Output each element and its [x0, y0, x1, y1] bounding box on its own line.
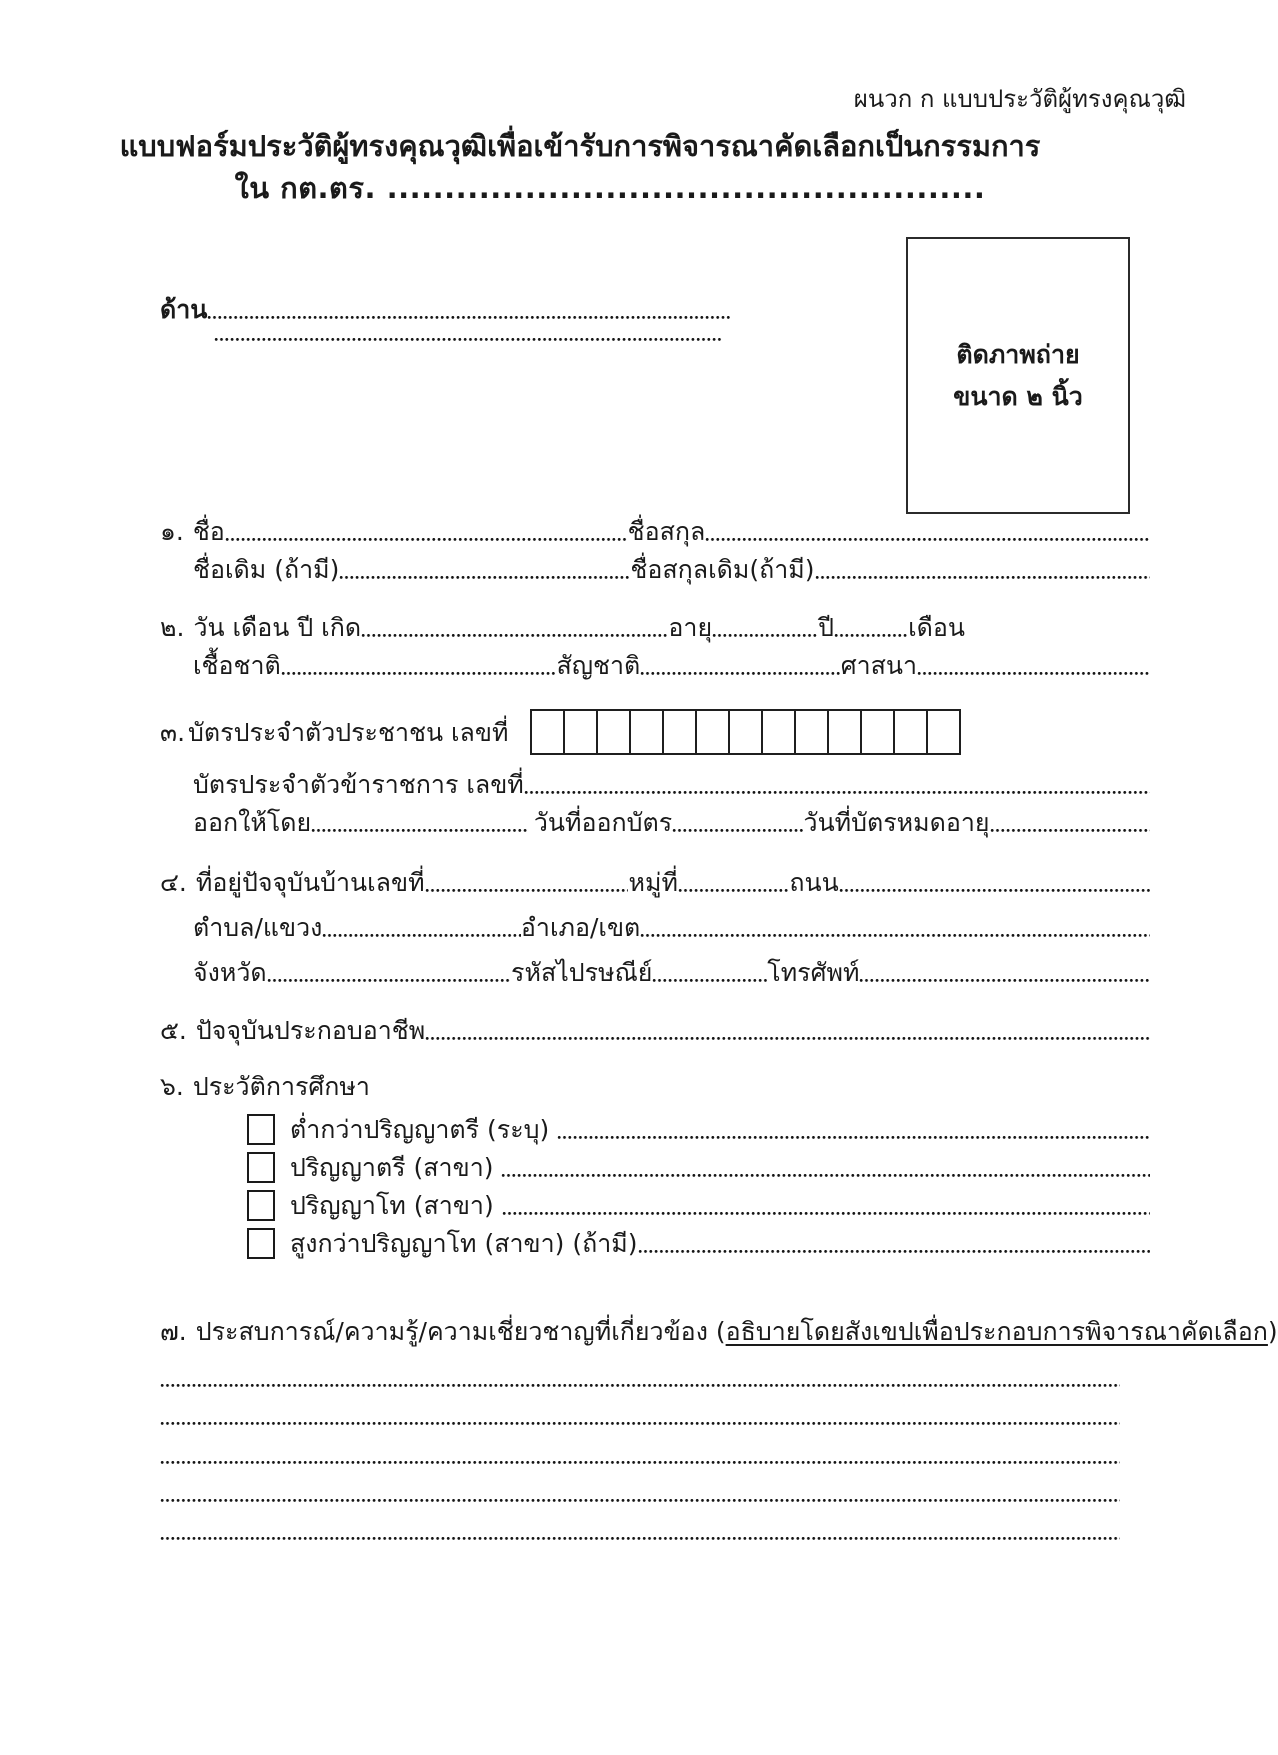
id-digit-cell[interactable] [893, 709, 928, 755]
telephone-fill[interactable] [859, 977, 1150, 984]
field-row-domain [160, 293, 730, 326]
domain-fill-line[interactable] [207, 314, 730, 321]
bachelor-label: ปริญญาตรี (สาขา) [290, 1153, 494, 1182]
issued-by-label: ออกให้โดย [193, 808, 312, 837]
bachelor-fill[interactable] [501, 1172, 1150, 1179]
experience-answer-line[interactable] [160, 1459, 1120, 1466]
experience-answer-line[interactable] [160, 1535, 1120, 1542]
above-master-label: สูงกว่าปริญญาโท (สาขา) (ถ้ามี) [290, 1229, 638, 1258]
id-digit-cell[interactable] [596, 709, 631, 755]
education-heading: ประวัติการศึกษา [192, 1072, 370, 1101]
road-label: ถนน [789, 868, 839, 897]
section-3-number: ๓. [160, 717, 186, 747]
below-bachelor-label: ต่ำกว่าปริญญาตรี (ระบุ) [290, 1115, 550, 1144]
form-subtitle: ใน กต.ตร. .................................................... [234, 171, 986, 205]
photo-attach-box[interactable] [906, 237, 1130, 514]
moo-fill[interactable] [678, 887, 789, 894]
age-fill[interactable] [712, 632, 818, 639]
id-digit-cell[interactable] [926, 709, 961, 755]
religion-fill[interactable] [917, 670, 1150, 677]
nationality-label: สัญชาติ [556, 651, 641, 680]
id-digit-cell[interactable] [794, 709, 829, 755]
surname-label: ชื่อสกุล [627, 517, 706, 546]
domain-fill-line-2[interactable] [214, 336, 723, 343]
domain-label: ด้าน [160, 295, 208, 324]
experience-answer-line[interactable] [160, 1382, 1120, 1389]
below-bachelor-checkbox[interactable] [247, 1114, 275, 1145]
form-title: แบบฟอร์มประวัติผู้ทรงคุณวุฒิเพื่อเข้ารับการพิจารณาคัดเลือกเป็นกรรมการ [119, 129, 1041, 163]
field-row-card-dates [193, 806, 1150, 839]
id-digit-cell[interactable] [827, 709, 862, 755]
annex-note: ผนวก ก แบบประวัติผู้ทรงคุณวุฒิ [853, 85, 1186, 113]
occupation-fill[interactable] [425, 1035, 1150, 1042]
expire-date-fill[interactable] [990, 827, 1150, 834]
field-row-domain-2 [214, 336, 723, 348]
subdistrict-fill[interactable] [322, 932, 521, 939]
issue-date-fill[interactable] [672, 827, 803, 834]
experience-heading-row [160, 1315, 1278, 1348]
id-digit-cell[interactable] [563, 709, 598, 755]
citizen-id-cells [530, 709, 961, 755]
id-digit-cell[interactable] [860, 709, 895, 755]
issued-by-fill[interactable] [311, 827, 528, 834]
education-option-row [247, 1151, 1150, 1184]
photo-box-line2: ขนาด ๒ นิ้ว [953, 381, 1083, 411]
official-id-fill[interactable] [524, 789, 1150, 796]
above-master-fill[interactable] [638, 1248, 1150, 1255]
field-row-birth [160, 611, 965, 644]
master-checkbox[interactable] [247, 1190, 275, 1221]
age-label: อายุ [668, 613, 713, 642]
field-row-name [160, 515, 1150, 548]
province-label: จังหวัด [193, 958, 267, 987]
id-digit-cell[interactable] [728, 709, 763, 755]
field-row-province [193, 956, 1150, 989]
surname-fill[interactable] [705, 536, 1150, 543]
field-row-address [160, 866, 1150, 899]
telephone-label: โทรศัพท์ [767, 958, 860, 987]
id-digit-cell[interactable] [695, 709, 730, 755]
section-2-number: ๒. [160, 613, 185, 642]
above-master-checkbox[interactable] [247, 1228, 275, 1259]
education-heading-row [160, 1070, 370, 1103]
occupation-label: ปัจจุบันประกอบอาชีพ [195, 1016, 426, 1045]
field-row-citizen-id [160, 706, 1150, 758]
section-6-number: ๖. [160, 1072, 184, 1101]
section-1-number: ๑. [160, 517, 184, 546]
expire-date-label: วันที่บัตรหมดอายุ [803, 808, 990, 837]
experience-heading-prefix: ประสบการณ์/ความรู้/ความเชี่ยวชาญที่เกี่ยวข้อง ( [195, 1317, 726, 1346]
experience-answer-line[interactable] [160, 1497, 1120, 1504]
official-id-label: บัตรประจำตัวข้าราชการ เลขที่ [193, 770, 524, 799]
postal-code-fill[interactable] [652, 977, 767, 984]
below-bachelor-fill[interactable] [557, 1134, 1150, 1141]
section-5-number: ๕. [160, 1016, 187, 1045]
ethnicity-fill[interactable] [281, 670, 557, 677]
birthdate-fill[interactable] [361, 632, 668, 639]
religion-label: ศาสนา [840, 651, 918, 680]
section-7-number: ๗. [160, 1317, 187, 1346]
subdistrict-label: ตำบล/แขวง [193, 913, 323, 942]
former-surname-label: ชื่อสกุลเดิม(ถ้ามี) [630, 555, 815, 584]
field-row-occupation [160, 1014, 1150, 1047]
district-fill[interactable] [640, 932, 1150, 939]
years-label: ปี [818, 613, 834, 642]
district-label: อำเภอ/เขต [520, 913, 641, 942]
master-label: ปริญญาโท (สาขา) [290, 1191, 494, 1220]
id-digit-cell[interactable] [530, 709, 565, 755]
moo-label: หมู่ที่ [628, 868, 678, 897]
id-digit-cell[interactable] [629, 709, 664, 755]
education-option-row [247, 1113, 1150, 1146]
photo-box-line1: ติดภาพถ่าย [956, 339, 1080, 369]
years-fill[interactable] [834, 632, 908, 639]
address-fill[interactable] [425, 887, 629, 894]
master-fill[interactable] [502, 1210, 1150, 1217]
months-label: เดือน [908, 613, 965, 642]
citizen-id-label: บัตรประจำตัวประชาชน เลขที่ [188, 717, 509, 747]
province-fill[interactable] [267, 977, 511, 984]
first-name-fill[interactable] [225, 536, 628, 543]
former-name-label: ชื่อเดิม (ถ้ามี) [193, 555, 340, 584]
id-digit-cell[interactable] [662, 709, 697, 755]
field-row-subdistrict [193, 911, 1150, 944]
former-name-fill[interactable] [339, 574, 630, 581]
experience-heading-suffix: ) [1267, 1317, 1278, 1346]
experience-heading-note: อธิบายโดยสังเขปเพื่อประกอบการพิจารณาคัดเลือก [725, 1317, 1268, 1346]
first-name-label: ชื่อ [192, 517, 225, 546]
field-row-former-name [193, 553, 1150, 586]
birthdate-label: วัน เดือน ปี เกิด [193, 613, 362, 642]
section-4-number: ๔. [160, 868, 187, 897]
field-row-ethnicity [193, 649, 1150, 682]
bachelor-checkbox[interactable] [247, 1152, 275, 1183]
education-option-row [247, 1227, 1150, 1260]
former-surname-fill[interactable] [815, 574, 1150, 581]
nationality-fill[interactable] [640, 670, 840, 677]
ethnicity-label: เชื้อชาติ [193, 651, 281, 680]
education-option-row [247, 1189, 1150, 1222]
address-label: ที่อยู่ปัจจุบันบ้านเลขที่ [195, 868, 425, 897]
id-digit-cell[interactable] [761, 709, 796, 755]
postal-code-label: รหัสไปรษณีย์ [511, 958, 653, 987]
issue-date-label: วันที่ออกบัตร [533, 808, 673, 837]
field-row-official-id [193, 768, 1150, 801]
road-fill[interactable] [839, 887, 1150, 894]
experience-answer-line[interactable] [160, 1420, 1120, 1427]
